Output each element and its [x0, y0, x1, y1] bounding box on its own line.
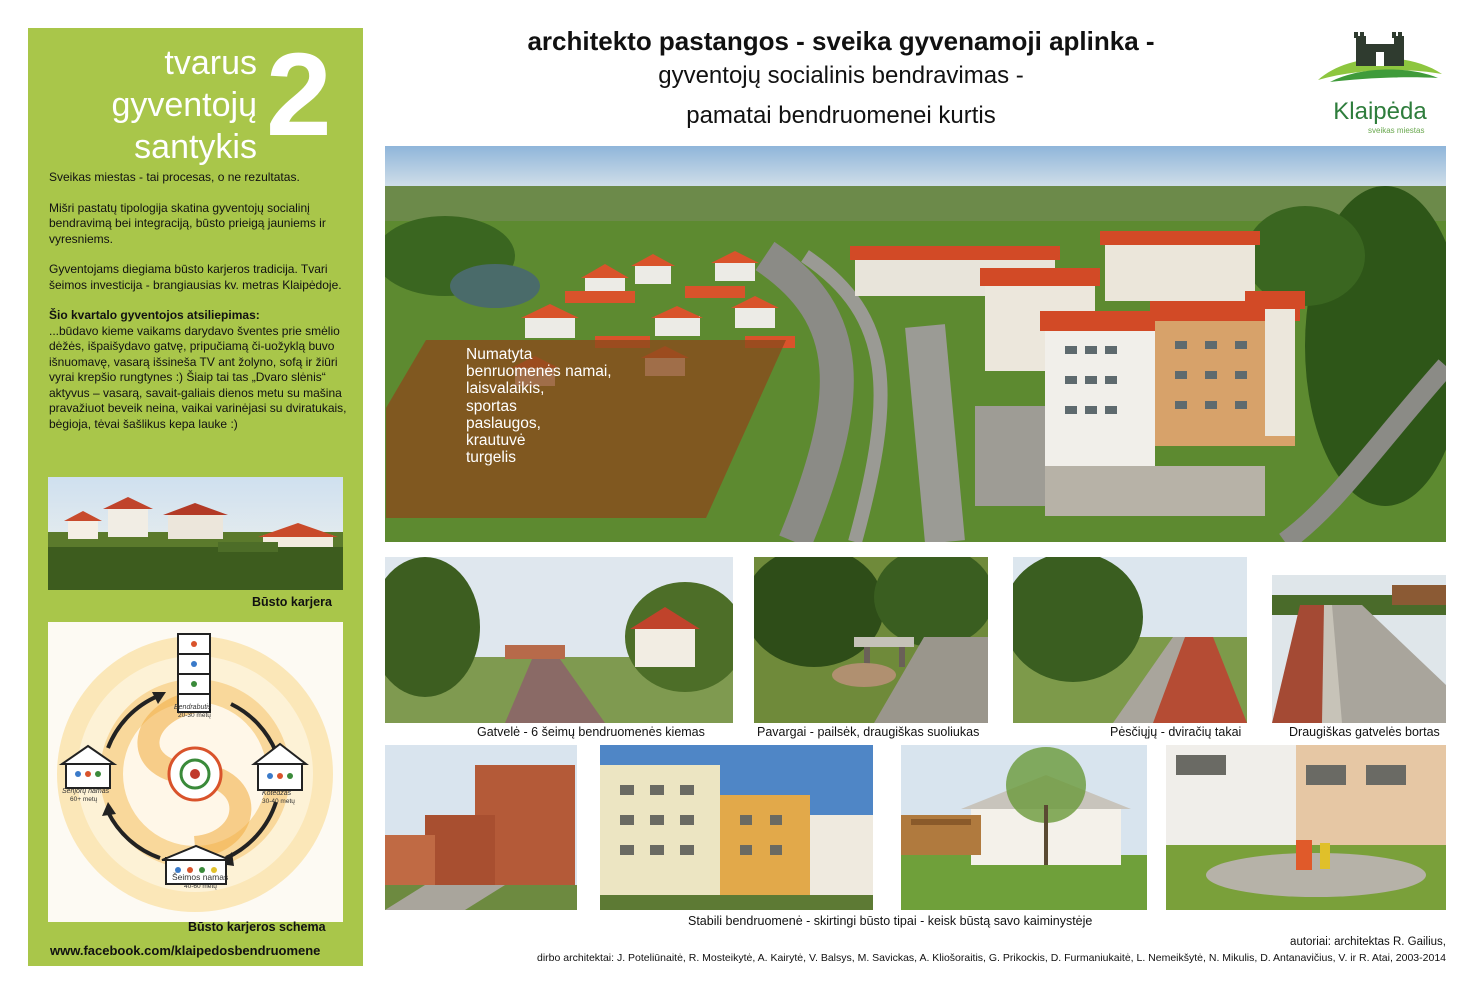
facebook-link[interactable]: www.facebook.com/klaipedosbendruomene: [50, 943, 321, 958]
caption-bike-path: Pėsčiųjų - dviračių takai: [1110, 725, 1242, 739]
klaipeda-logo: [1310, 22, 1450, 140]
heading-line: santykis: [134, 128, 257, 166]
overlay-line: paslaugos,: [466, 414, 541, 432]
feedback-text: ...būdavo kieme vaikams darydavo šventes prie smėlio dėžės, išpaišydavo gatvę, pripučiamą či-uožyklą buvo išnuomavę, vasarą išsineša TV ant žolyno, sofą ir žiūri vyrai krepšio rungtynes :) Šiaip tai tas „Dvaro slėnis“ aktyvus – vasarą, savait-galiais dienos metu su mašina pravažiuot beveik neina, vaikai varinėjasi su dviratukais, bėgioja, tėvai šašlikus kepa lauke :): [49, 323, 347, 431]
planned-area-text: [466, 346, 612, 466]
schema-label-bottom-sub: 40-60 metų: [184, 883, 217, 890]
schema-label-right: Kotedžas: [262, 790, 292, 797]
overlay-line: benruomenės namai,: [466, 363, 612, 381]
schema-label-left: Senjorų namas: [62, 788, 110, 795]
caption-bench: Pavargai - pailsėk, draugiškas suoliukas: [757, 725, 980, 739]
logo-tagline: sveikas miestas: [1368, 126, 1425, 135]
schema-label-top-sub: 20-30 metų: [178, 712, 211, 719]
paragraph: Gyventojams diegiama būsto karjeros tradicija. Tvari šeimos investicija - brangiausias kv. metras Klaipėdoje.: [49, 262, 342, 292]
street-photo: [385, 557, 733, 723]
schema-label-top: Bendrabutis: [174, 704, 212, 711]
credits-authors: autoriai: architektas R. Gailius,: [1290, 936, 1446, 948]
page-title: architekto pastangos - sveika gyvenamoji aplinka -: [527, 26, 1155, 56]
logo-name: Klaipėda: [1333, 98, 1427, 125]
sidebar-heading: [111, 42, 257, 168]
community-house-photo: [901, 745, 1147, 910]
paragraph: Mišri pastatų tipologija skatina gyventojų socialinį bendravimą bei integraciją, būsto prieigą jauniems ir vyresniems.: [49, 200, 326, 246]
schema-label-left-sub: 60+ metų: [70, 796, 98, 803]
caption-curb: Draugiškas gatvelės bortas: [1289, 725, 1440, 739]
housing-career-caption: Būsto karjera: [252, 595, 332, 609]
credits-architects: dirbo architektai: J. Poteliūnaitė, R. Mosteikytė, A. Kairytė, V. Balsys, M. Savickas, A. Kliošoraitis, G. Prikockis, D. Furmaniukaitė, L. Nemeikšytė, N. Mikulis, D. Antanavičius, V. ir R. Atai, 2003-2014: [537, 952, 1446, 964]
playground-photo: [1166, 745, 1446, 910]
bench-photo: [754, 557, 988, 723]
heading-line: gyventojų: [111, 86, 257, 124]
schema-label-bottom: Šeimos namas: [172, 872, 229, 882]
housing-career-schema: [48, 622, 343, 922]
housing-career-photo: [48, 477, 343, 590]
caption-street: Gatvelė - 6 šeimų bendruomenės kiemas: [477, 725, 705, 739]
schema-label-right-sub: 30-40 metų: [262, 798, 295, 805]
curb-photo: [1272, 575, 1446, 723]
overlay-line: krautuvė: [466, 432, 526, 450]
overlay-line: sportas: [466, 397, 517, 415]
page-subtitle-2: pamatai bendruomenei kurtis: [686, 102, 996, 129]
townhouses-photo: [385, 745, 577, 910]
overlay-line: turgelis: [466, 449, 516, 467]
page-subtitle-1: gyventojų socialinis bendravimas -: [658, 62, 1024, 89]
paragraph: Sveikas miestas - tai procesas, o ne rezultatas.: [49, 170, 300, 184]
overlay-line: Numatyta: [466, 346, 533, 363]
sidebar-text: [49, 170, 349, 432]
overlay-line: laisvalaikis,: [466, 380, 545, 398]
section-number: 2: [266, 29, 330, 161]
heading-line: tvarus: [164, 44, 257, 82]
caption-stable-community: Stabili bendruomenė - skirtingi būsto tipai - keisk būstą savo kaiminystėje: [688, 914, 1093, 928]
bike-path-photo: [1013, 557, 1247, 723]
apartments-photo: [600, 745, 873, 910]
feedback-title: Šio kvartalo gyventojos atsiliepimas:: [49, 308, 260, 322]
schema-caption: Būsto karjeros schema: [188, 920, 326, 934]
